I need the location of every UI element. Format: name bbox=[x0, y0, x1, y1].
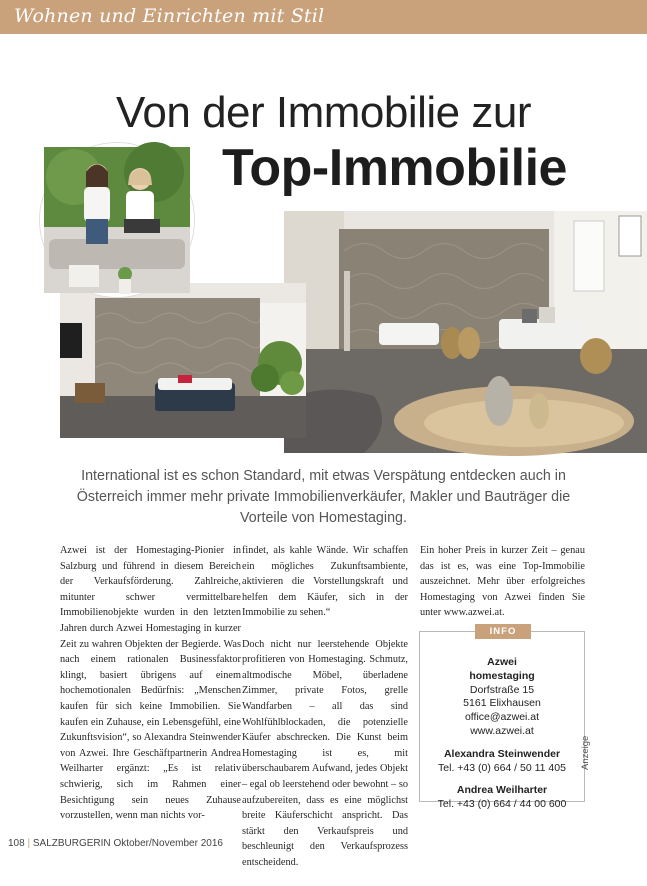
article-column-2 bbox=[242, 543, 408, 886]
page-number: 108 bbox=[8, 838, 25, 849]
section-header-band bbox=[0, 0, 647, 34]
decor-vase-photo bbox=[112, 266, 138, 296]
issue-date: Oktober/November 2016 bbox=[113, 838, 223, 849]
footer-separator: | bbox=[27, 838, 31, 849]
contact-1-name: Alexandra Steinwender bbox=[443, 747, 561, 760]
company-name-line2: homestaging bbox=[469, 669, 535, 682]
paragraph: Azwei ist der Homestaging-Pionier in Salzburg und führend in diesem Bereich der Verkaufsförderung. Zahlreiche, mitunter schwer vermittelbare Immobilienobjekte wurden in den letzten Jahren durch Azwei Homestaging in kurzer Zeit zu wahren Objekten der Begierde. Was nach einem rationalen Businessfaktor klingt, basiert übrigens auf einem hochemotionalen Bedürfnis: „Menschen kaufen für sich keine Immobilien. Sie kaufen ein Zuhause, ein Lebensgefühl, eine Zukunftsvision“, so Alexandra Steinwender von Azwei. Ihre Geschäftpartnerin Andrea Weilharter ergänzt: „Es ist relativ schwierig, sich im Rahmen einer Besichtigung sein neues Zuhause vorzustellen, wenn man nichts vor- bbox=[60, 545, 241, 822]
article-column-3 bbox=[420, 543, 585, 637]
info-box bbox=[419, 626, 585, 811]
section-title: Wohnen und Einrichten mit Stil bbox=[14, 5, 325, 27]
advertisement-label: Anzeige bbox=[580, 735, 591, 770]
info-tag: INFO bbox=[475, 624, 531, 639]
headline-line2: Top-Immobilie bbox=[222, 139, 567, 197]
city-address: 5161 Elixhausen bbox=[463, 697, 541, 710]
headline-line1: Von der Immobilie zur bbox=[115, 88, 532, 137]
paragraph: Ein hoher Preis in kurzer Zeit – genau das ist es, was eine Top-Immobilie auszeichnet. Mehr über erfolgreiches Homestaging von Azwei finden Sie unter www.azwei.at. bbox=[420, 545, 585, 619]
company-name: Azwei bbox=[487, 656, 517, 668]
contact-2-phone: Tel. +43 (0) 664 / 44 00 600 bbox=[437, 798, 567, 811]
website-link[interactable]: www.azwei.at bbox=[470, 724, 534, 737]
paragraph: findet, als kahle Wände. Wir schaffen ein mögliches Zukunftsambiente, aktivieren die Vorstellungskraft und helfen dem Käufer, sich in der Immobilie zu sehen.“ bbox=[242, 545, 408, 619]
contact-2-name: Andrea Weilharter bbox=[456, 784, 548, 797]
lead-paragraph: International ist es schon Standard, mit etwas Verspätung entdecken auch in Österreich immer mehr private Immobilienverkäufer, Makler und Bauträger die Vorteile von Homestaging. bbox=[76, 468, 571, 526]
bedroom-photo bbox=[60, 283, 306, 438]
contact-1-phone: Tel. +43 (0) 664 / 50 11 405 bbox=[438, 761, 566, 774]
paragraph: Doch nicht nur leerstehende Objekte profitieren von Homestaging. Schmutz, altmodische Möbel, überladene Zimmer, private Fotos, grelle Wandfarben – all das sind Wohlfühlblockaden, die potenzielle Käufer abschrecken. Die Kunst beim Homestaging ist es, mit überschaubarem Aufwand, jedes Objekt – egal ob leerstehend oder bewohnt – so aufzubereiten, dass es eine möglichst breite Käuferschicht anspricht. Das stärkt den Verkaufspreis und beschleunigt den Verkaufsprozess entscheidend. bbox=[242, 638, 408, 868]
page-footer bbox=[8, 838, 223, 849]
email-link[interactable]: office@azwei.at bbox=[464, 711, 540, 724]
article-column-1 bbox=[60, 543, 241, 839]
living-room-photo bbox=[284, 211, 647, 453]
magazine-name: SALZBURGERIN bbox=[32, 838, 111, 849]
street-address: Dorfstraße 15 bbox=[469, 683, 535, 696]
